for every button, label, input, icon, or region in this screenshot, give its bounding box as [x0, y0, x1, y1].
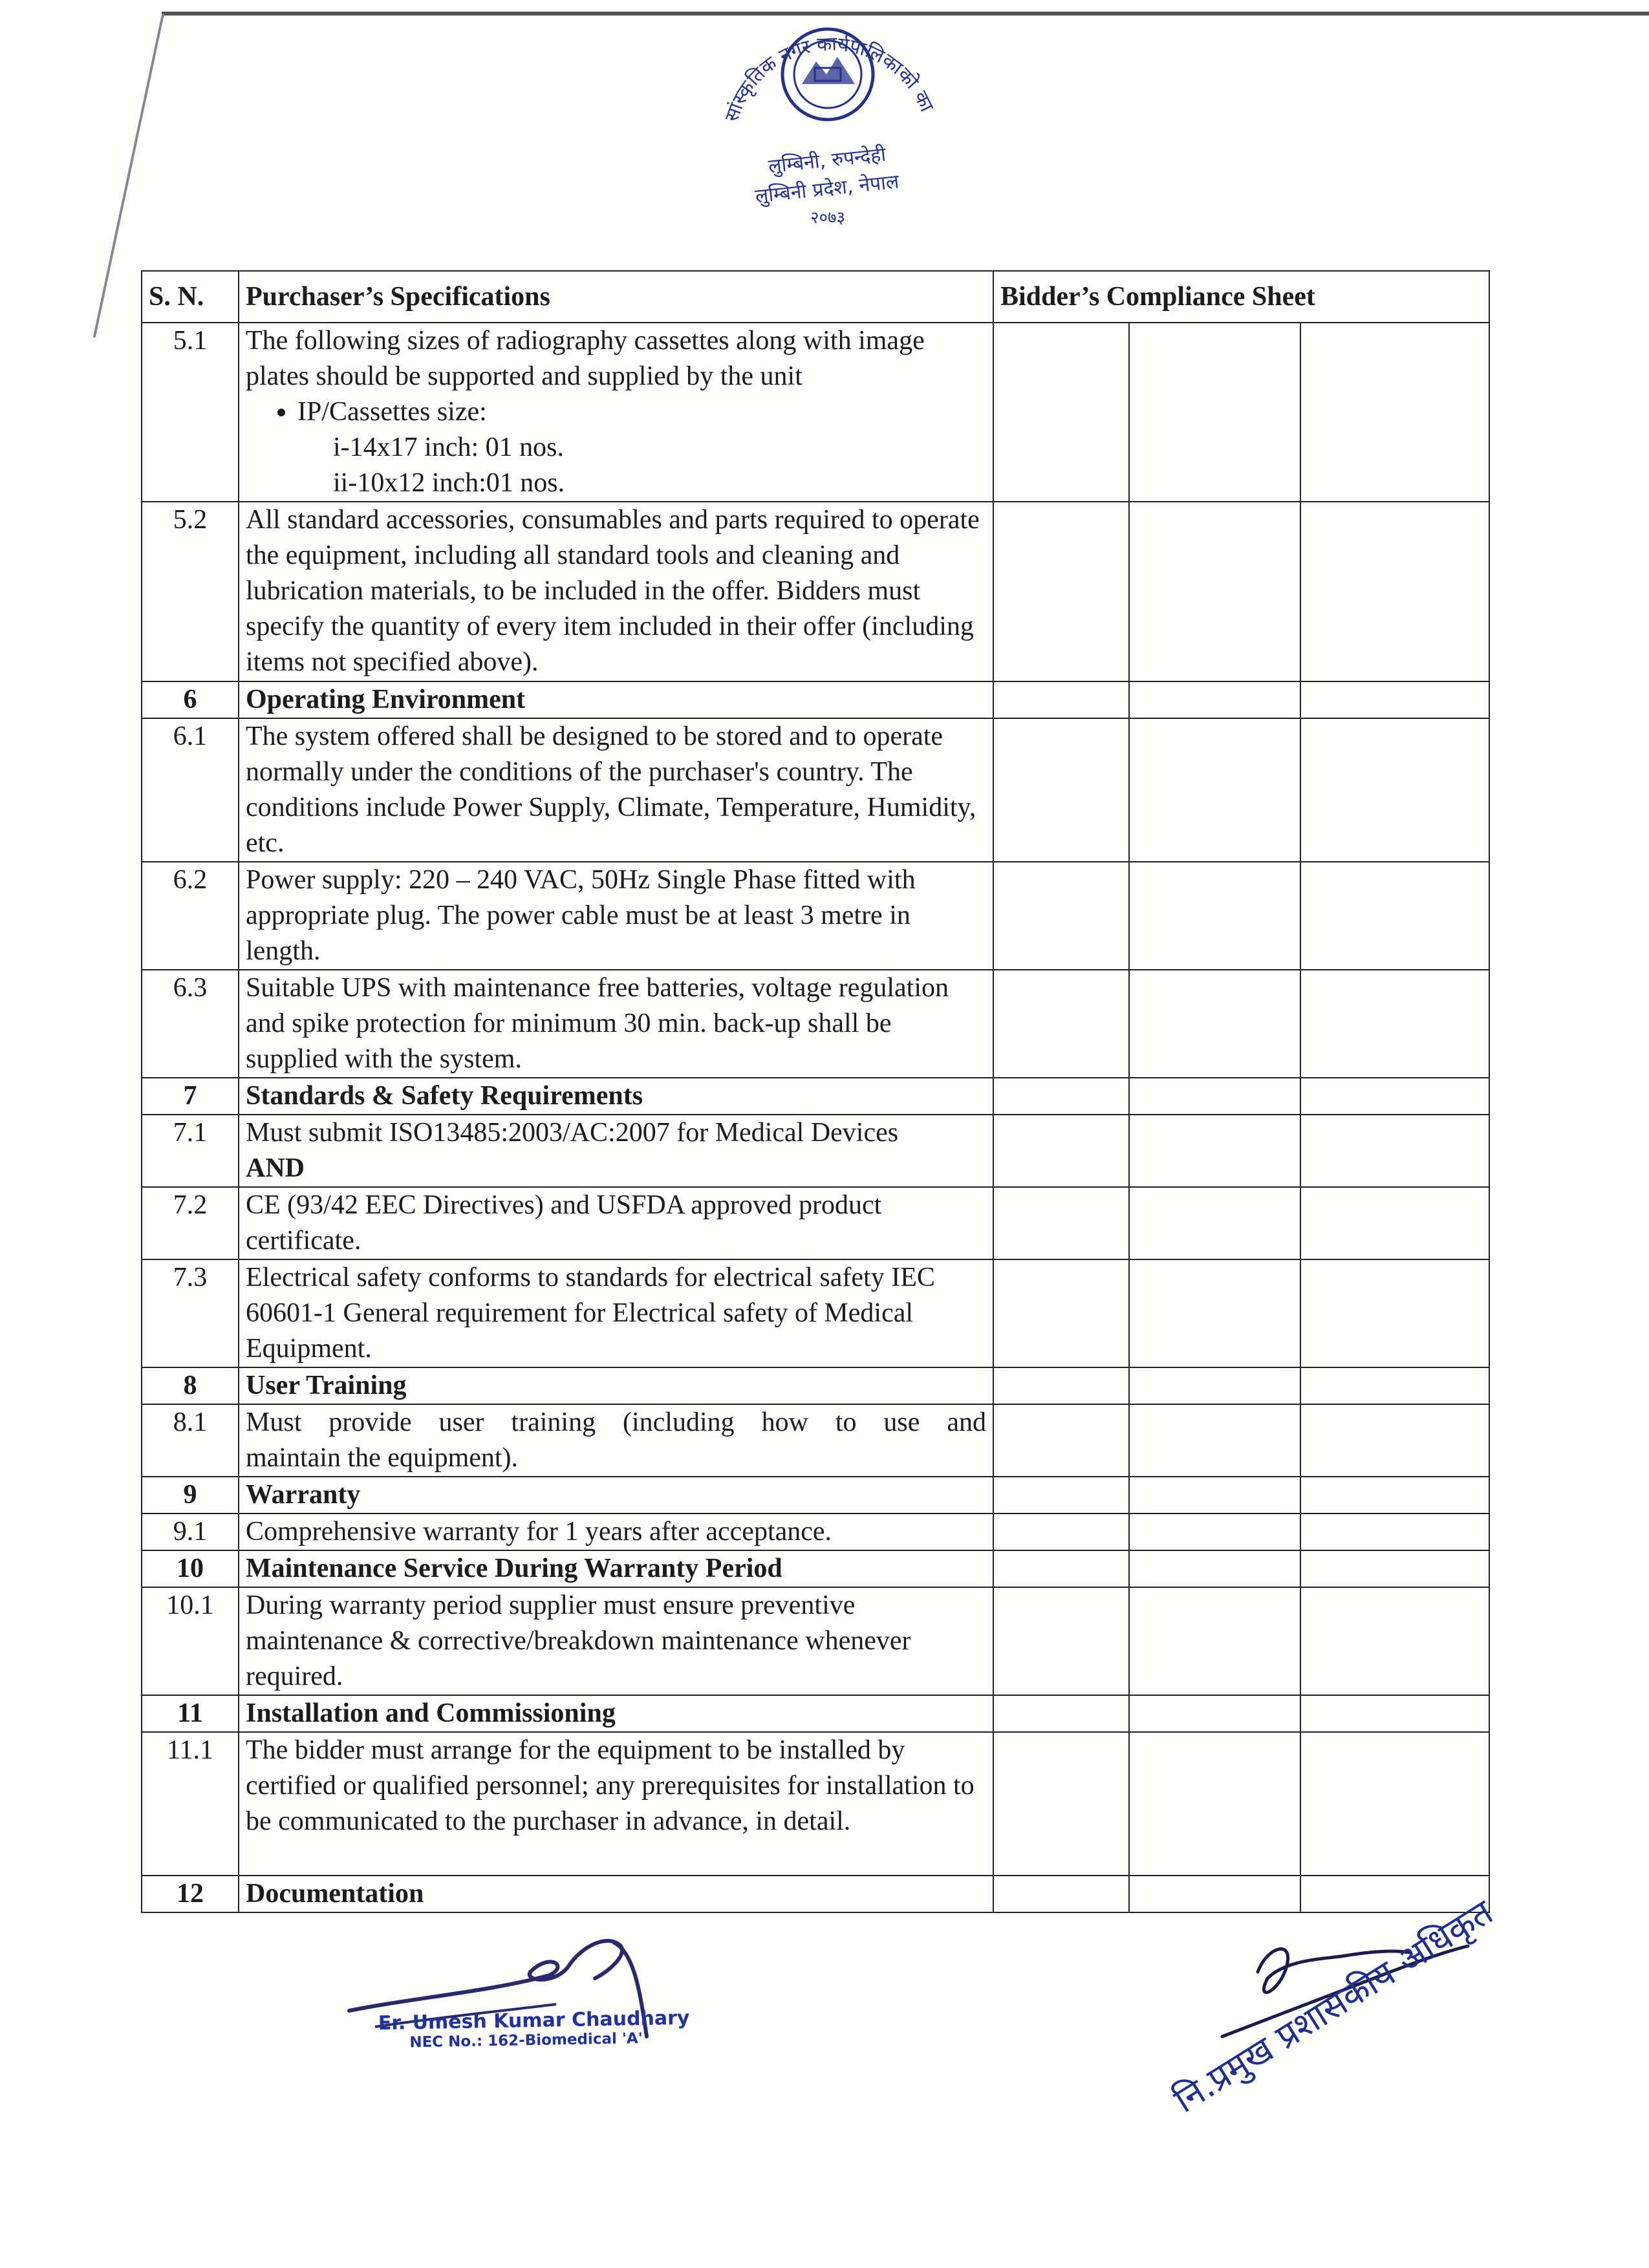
compliance-cell[interactable] [993, 1695, 1129, 1732]
row-sn: 7.1 [142, 1115, 239, 1187]
row-spec: CE (93/42 EEC Directives) and USFDA approved product certificate. [239, 1187, 993, 1259]
compliance-cell[interactable] [1129, 1514, 1300, 1550]
compliance-cell[interactable] [1300, 1187, 1489, 1259]
table-row [142, 1187, 1489, 1259]
bullet-item: • IP/Cassettes size: [297, 394, 986, 430]
section-title: Documentation [239, 1876, 993, 1912]
row-spec: Suitable UPS with maintenance free batteries, voltage regulation and spike protection for minimum 30 min. back-up shall be supplied with the system. [239, 970, 993, 1078]
row-sn: 6 [142, 681, 239, 718]
compliance-cell[interactable] [1300, 1259, 1489, 1367]
header-purchaser-specifications: Purchaser’s Specifications [239, 271, 993, 323]
compliance-cell[interactable] [1300, 681, 1489, 718]
compliance-cell[interactable] [1300, 502, 1489, 681]
compliance-cell[interactable] [993, 1115, 1129, 1187]
compliance-cell[interactable] [993, 970, 1129, 1078]
compliance-cell[interactable] [1129, 1587, 1300, 1695]
table-header-row [142, 271, 1489, 323]
row-spec [239, 1115, 993, 1187]
compliance-cell[interactable] [993, 1587, 1129, 1695]
compliance-cell[interactable] [1129, 1477, 1300, 1514]
section-title: Maintenance Service During Warranty Period [239, 1550, 993, 1587]
section-row [142, 1367, 1489, 1404]
compliance-cell[interactable] [1300, 1078, 1489, 1115]
row-spec: Comprehensive warranty for 1 years after acceptance. [239, 1514, 993, 1550]
compliance-cell[interactable] [993, 718, 1129, 862]
compliance-cell[interactable] [1300, 970, 1489, 1078]
seal-line-1: लुम्बिनी, रुपन्देही [767, 143, 887, 178]
table-row [142, 862, 1489, 970]
table-row [142, 1587, 1489, 1695]
table-row [142, 718, 1489, 862]
compliance-cell[interactable] [1129, 1695, 1300, 1732]
compliance-cell[interactable] [993, 502, 1129, 681]
row-spec [239, 1404, 993, 1477]
table-row [142, 1115, 1489, 1187]
row-spec-text: The following sizes of radiography cassettes along with image plates should be supported and supplied by the unit [246, 326, 925, 391]
seal-line-2: लुम्बिनी प्रदेश, नेपाल [754, 170, 900, 208]
compliance-cell[interactable] [993, 1078, 1129, 1115]
compliance-cell[interactable] [1300, 1404, 1489, 1477]
compliance-cell[interactable] [1129, 1732, 1300, 1876]
row-spec: The bidder must arrange for the equipment to be installed by certified or qualified personnel; any prerequisites for installation to be communicated to the purchaser in advance, in detail. [239, 1732, 993, 1876]
row-sn: 6.1 [142, 718, 239, 862]
compliance-cell[interactable] [993, 1404, 1129, 1477]
row-spec: The system offered shall be designed to be stored and to operate normally under the conditions of the purchaser's country. The conditions include Power Supply, Climate, Temperature, Humidity, etc. [239, 718, 993, 862]
compliance-cell[interactable] [1300, 1477, 1489, 1514]
compliance-cell[interactable] [1129, 1404, 1300, 1477]
municipality-seal [705, 13, 951, 233]
row-spec: All standard accessories, consumables and parts required to operate the equipment, including all standard tools and cleaning and lubrication materials, to be included in the offer. Bidders must specify the quantity of every item included in their offer (including items not specified above). [239, 502, 993, 681]
table-row [142, 502, 1489, 681]
officer-stamp: नि.प्रमुख प्रशासकीय अधिकृत [1167, 1891, 1500, 2121]
compliance-cell[interactable] [993, 1187, 1129, 1259]
compliance-cell[interactable] [993, 1732, 1129, 1876]
header-sn: S. N. [142, 271, 239, 323]
seal-year: २०७३ [810, 208, 846, 228]
compliance-cell[interactable] [993, 1259, 1129, 1367]
section-title: Operating Environment [239, 681, 993, 718]
engineer-stamp [378, 2007, 691, 2051]
section-title: Warranty [239, 1477, 993, 1514]
compliance-cell[interactable] [1129, 1876, 1300, 1912]
compliance-cell[interactable] [1300, 1514, 1489, 1550]
section-row [142, 1550, 1489, 1587]
row-spec [239, 323, 993, 502]
row-sn: 9 [142, 1477, 239, 1514]
compliance-cell[interactable] [1300, 1732, 1489, 1876]
compliance-cell[interactable] [993, 1876, 1129, 1912]
seal-arc-text: सांस्कृतिक नगर कार्यपालिकाको कार्यालय [720, 32, 938, 125]
row-spec-line-1: Must provide user training (including how to use and [246, 1407, 986, 1437]
section-row [142, 1695, 1489, 1732]
table-row [142, 1259, 1489, 1367]
row-spec: During warranty period supplier must ensure preventive maintenance & corrective/breakdown maintenance whenever required. [239, 1587, 993, 1695]
compliance-cell[interactable] [993, 1550, 1129, 1587]
compliance-cell[interactable] [1129, 1367, 1300, 1404]
row-sn: 12 [142, 1876, 239, 1912]
compliance-cell[interactable] [993, 862, 1129, 970]
section-title: Installation and Commissioning [239, 1695, 993, 1732]
compliance-cell[interactable] [1129, 1259, 1300, 1367]
compliance-cell[interactable] [993, 681, 1129, 718]
row-spec: Electrical safety conforms to standards for electrical safety IEC 60601-1 General requirement for Electrical safety of Medical Equipment. [239, 1259, 993, 1367]
row-sn: 7 [142, 1078, 239, 1115]
row-sn: 9.1 [142, 1514, 239, 1550]
cassette-size-2: ii-10x12 inch:01 nos. [333, 468, 565, 498]
row-sn: 5.2 [142, 502, 239, 681]
table-row [142, 323, 1489, 502]
compliance-cell[interactable] [1300, 323, 1489, 502]
row-spec-text: Must submit ISO13485:2003/AC:2007 for Medical Devices [246, 1118, 899, 1148]
bullet-list [246, 394, 986, 430]
row-sn: 5.1 [142, 323, 239, 502]
header-bidders-compliance-sheet: Bidder’s Compliance Sheet [993, 271, 1489, 323]
row-sn: 10.1 [142, 1587, 239, 1695]
row-sn: 8 [142, 1367, 239, 1404]
compliance-cell[interactable] [1300, 862, 1489, 970]
row-spec-line-2: maintain the equipment). [246, 1443, 519, 1473]
compliance-cell[interactable] [1129, 862, 1300, 970]
compliance-cell[interactable] [1129, 1550, 1300, 1587]
compliance-cell[interactable] [1129, 1115, 1300, 1187]
compliance-cell[interactable] [1129, 323, 1300, 502]
table-row [142, 1732, 1489, 1876]
row-sn: 11.1 [142, 1732, 239, 1876]
section-row [142, 1876, 1489, 1912]
compliance-cell[interactable] [1129, 970, 1300, 1078]
compliance-cell[interactable] [1300, 1695, 1489, 1732]
table-row [142, 1404, 1489, 1477]
compliance-cell[interactable] [1300, 1587, 1489, 1695]
compliance-cell[interactable] [1300, 1367, 1489, 1404]
compliance-cell[interactable] [1129, 681, 1300, 718]
row-spec: Power supply: 220 – 240 VAC, 50Hz Single Phase fitted with appropriate plug. The power cable must be at least 3 metre in length. [239, 862, 993, 970]
cassette-size-1: i-14x17 inch: 01 nos. [333, 433, 564, 462]
and-label: AND [246, 1153, 305, 1183]
compliance-cell[interactable] [1300, 718, 1489, 862]
row-sn: 8.1 [142, 1404, 239, 1477]
row-sn: 6.2 [142, 862, 239, 970]
compliance-cell[interactable] [993, 323, 1129, 502]
compliance-cell[interactable] [993, 1477, 1129, 1514]
compliance-cell[interactable] [993, 1514, 1129, 1550]
table-row [142, 970, 1489, 1078]
engineer-name: Er. Umesh Kumar Chaudhary [378, 2006, 690, 2035]
row-sn: 11 [142, 1695, 239, 1732]
section-row [142, 681, 1489, 718]
row-sn: 6.3 [142, 970, 239, 1078]
compliance-cell[interactable] [1129, 1187, 1300, 1259]
row-sn: 7.2 [142, 1187, 239, 1259]
row-sn: 7.3 [142, 1259, 239, 1367]
compliance-cell[interactable] [1300, 1550, 1489, 1587]
compliance-cell[interactable] [993, 1367, 1129, 1404]
compliance-cell[interactable] [1129, 718, 1300, 862]
section-row [142, 1078, 1489, 1115]
section-title: Standards & Safety Requirements [239, 1078, 993, 1115]
compliance-cell[interactable] [1129, 1078, 1300, 1115]
compliance-cell[interactable] [1300, 1115, 1489, 1187]
section-row [142, 1477, 1489, 1514]
specification-table [141, 270, 1490, 1913]
compliance-cell[interactable] [1129, 502, 1300, 681]
section-title: User Training [239, 1367, 993, 1404]
row-sn: 10 [142, 1550, 239, 1587]
engineer-nec-number: NEC No.: 162-Biomedical 'A' [409, 2030, 643, 2051]
table-row [142, 1514, 1489, 1550]
